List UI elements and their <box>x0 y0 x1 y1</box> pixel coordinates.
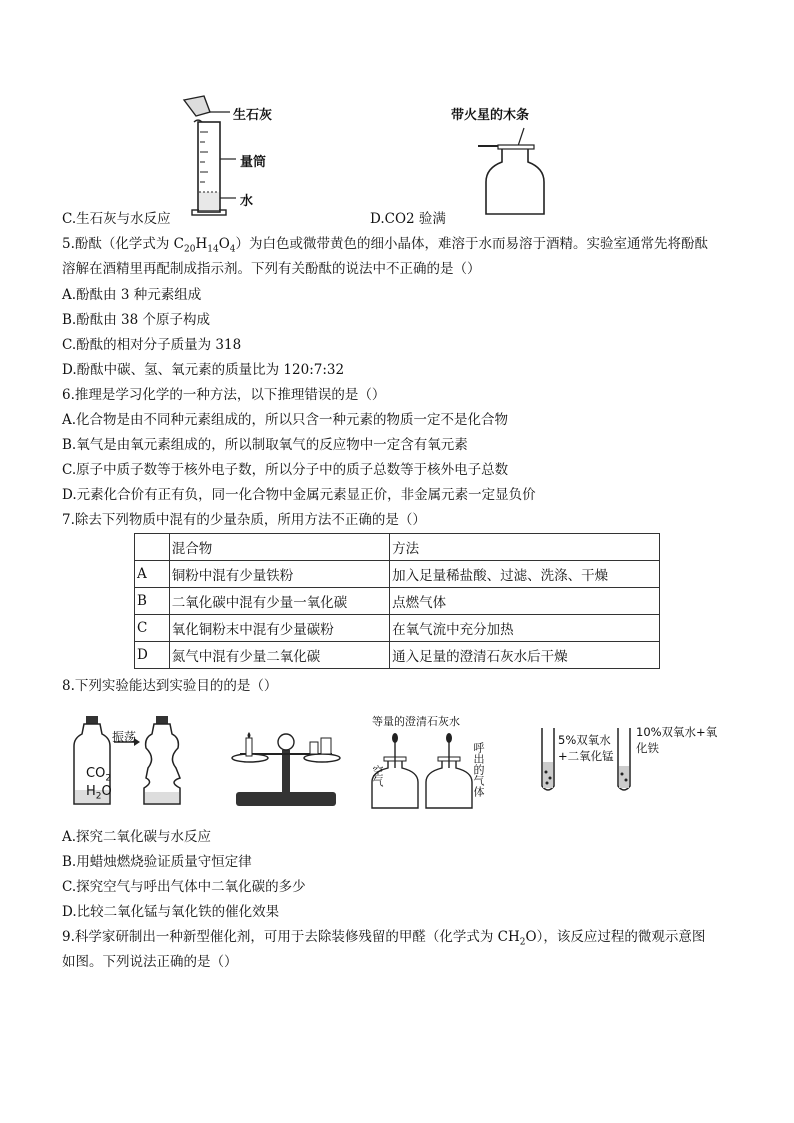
label-water: 水 <box>240 194 254 209</box>
table-row <box>135 561 660 588</box>
table-cell: 通入足量的澄清石灰水后干燥 <box>390 642 660 669</box>
q6-option-c: C.原子中质子数等于核外电子数，所以分子中的质子总数等于核外电子总数 <box>62 462 509 478</box>
table-cell: D <box>135 642 170 669</box>
q5-option-a: A.酚酞由 3 种元素组成 <box>62 287 202 303</box>
q5-option-d: D.酚酞中碳、氢、氧元素的质量比为 120:7:32 <box>62 362 345 378</box>
q6-option-d: D.元素化合价有正有负，同一化合物中金属元素显正价，非金属元素一定显负价 <box>62 487 536 503</box>
label-air: 空气 <box>371 765 384 787</box>
gas-bottle-figure <box>478 118 558 218</box>
table-header-cell: 方法 <box>390 534 660 561</box>
option-d-prev: D.CO2 验满 <box>370 211 446 227</box>
table-cell: 铜粉中混有少量铁粉 <box>169 561 389 588</box>
table-header-cell <box>135 534 170 561</box>
table-cell: 氮气中混有少量二氧化碳 <box>169 642 389 669</box>
q9-stem-line1: 9.科学家研制出一种新型催化剂，可用于去除装修残留的甲醛（化学式为 $CH_2O$），该反应过程的微观示意图 <box>62 929 706 948</box>
table-cell: 二氧化碳中混有少量一氧化碳 <box>169 588 389 615</box>
q6-stem: 6.推理是学习化学的一种方法，以下推理错误的是（） <box>62 387 386 403</box>
table-header-cell: 混合物 <box>169 534 389 561</box>
label-quicklime: 生石灰 <box>233 108 273 123</box>
table-row <box>135 615 660 642</box>
table-cell: A <box>135 561 170 588</box>
table-cell: 在氧气流中充分加热 <box>390 615 660 642</box>
table-header-row <box>135 534 660 561</box>
label-shake: 振荡 <box>112 730 137 744</box>
table-row <box>135 588 660 615</box>
q7-table <box>134 533 660 669</box>
label-tube1: 5%双氧水+二氧化锰 <box>558 733 614 763</box>
label-limewater: 等量的澄清石灰水 <box>372 715 460 728</box>
option-c-prev: C.生石灰与水反应 <box>62 211 171 227</box>
q5-stem-line1: 5.酚酞（化学式为 $C_{20}H_{14}O_4$）为白色或微带黄色的细小晶体，难溶于水而易溶于酒精。实验室通常先将酚酞 <box>62 236 709 255</box>
q8-option-d: D.比较二氧化锰与氧化铁的催化效果 <box>62 904 280 920</box>
q8-option-a: A.探究二氧化碳与水反应 <box>62 829 212 845</box>
q9-stem-line2: 如图。下列说法正确的是（） <box>62 954 238 970</box>
balance-figure <box>226 720 346 812</box>
table-row <box>135 642 660 669</box>
label-tube2: 10%双氧水+氧化铁 <box>636 725 718 755</box>
label-co2: $CO_2$ <box>86 766 112 784</box>
q7-stem: 7.除去下列物质中混有的少量杂质，所用方法不正确的是（） <box>62 512 426 528</box>
table-cell: 点燃气体 <box>390 588 660 615</box>
label-h2o: $H_2O$ <box>86 784 112 802</box>
table-cell: B <box>135 588 170 615</box>
q5-option-c: C.酚酞的相对分子质量为 318 <box>62 337 242 353</box>
q5-option-b: B.酚酞由 38 个原子构成 <box>62 312 210 328</box>
label-glowing-splint: 带火星的木条 <box>451 108 530 123</box>
table-cell: 加入足量稀盐酸、过滤、洗涤、干燥 <box>390 561 660 588</box>
label-graduated-cylinder: 量筒 <box>240 155 267 170</box>
q8-stem: 8.下列实验能达到实验目的的是（） <box>62 678 278 694</box>
q8-option-c: C.探究空气与呼出气体中二氧化碳的多少 <box>62 879 306 895</box>
q5-stem-line2: 溶解在酒精里再配制成指示剂。下列有关酚酞的说法中不正确的是（） <box>62 261 481 277</box>
label-exhaled: 呼出的气体 <box>472 742 485 797</box>
table-cell: 氧化铜粉末中混有少量碳粉 <box>169 615 389 642</box>
q6-option-a: A.化合物是由不同种元素组成的，所以只含一种元素的物质一定不是化合物 <box>62 412 509 428</box>
table-cell: C <box>135 615 170 642</box>
q8-option-b: B.用蜡烛燃烧验证质量守恒定律 <box>62 854 252 870</box>
q6-option-b: B.氧气是由氧元素组成的，所以制取氧气的反应物中一定含有氧元素 <box>62 437 468 453</box>
